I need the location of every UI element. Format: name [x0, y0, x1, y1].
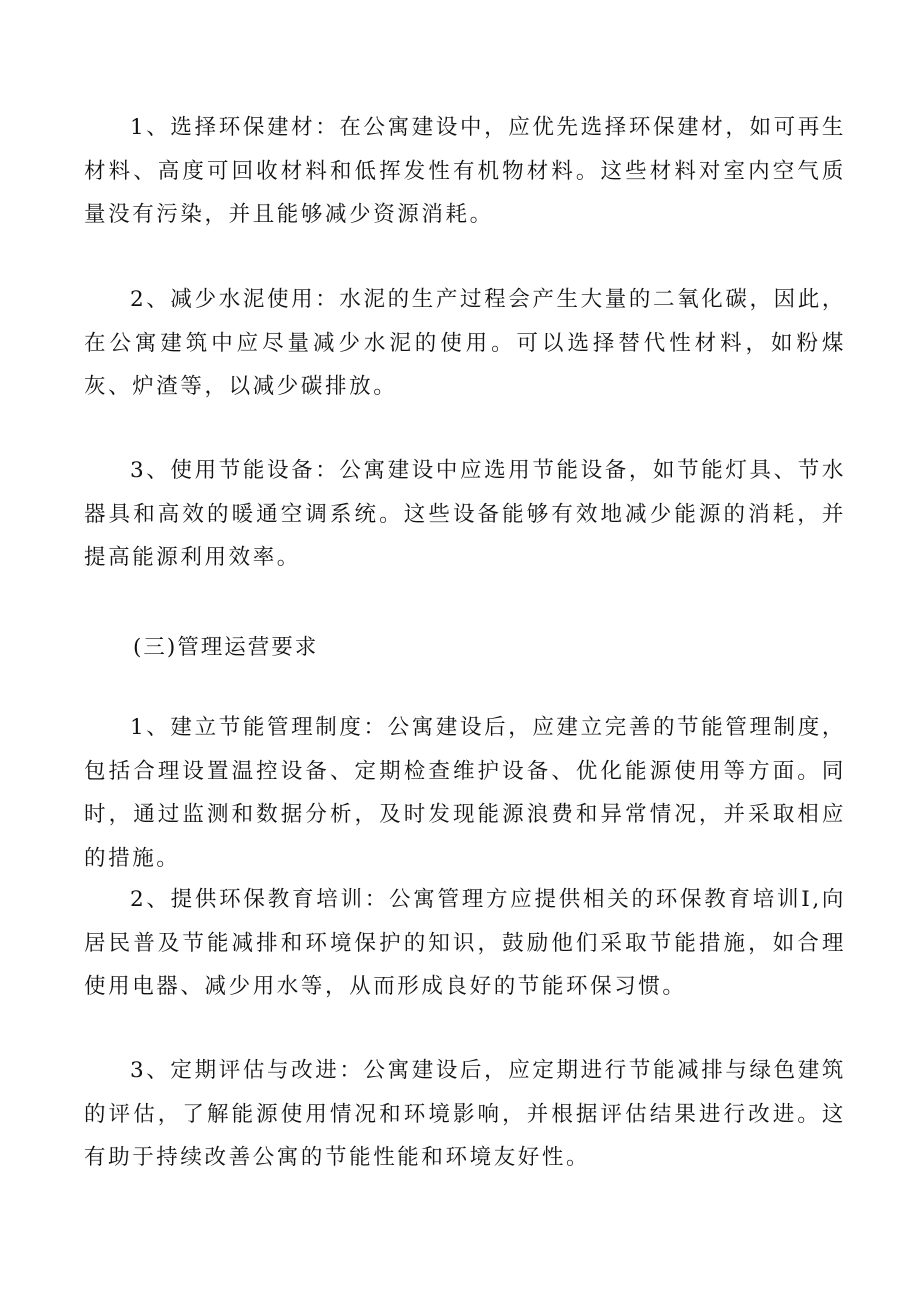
paragraph-reduce-cement: 2、减少水泥使用：水泥的生产过程会产生大量的二氧化碳，因此，在公寓建筑中应尽量减少水泥的使用。可以选择替代性材料，如粉煤灰、炉渣等，以减少碳排放。: [84, 287, 846, 399]
section-heading-management: (三)管理运营要求: [133, 635, 319, 660]
paragraph-energy-management-system: 1、建立节能管理制度：公寓建设后，应建立完善的节能管理制度，包括合理设置温控设备、定期检查维护设备、优化能源使用等方面。同时，通过监测和数据分析，及时发现能源浪费和异常情况，并采取相应的措施。: [84, 715, 846, 871]
paragraph-energy-equipment: 3、使用节能设备：公寓建设中应选用节能设备，如节能灯具、节水器具和高效的暖通空调系统。这些设备能够有效地减少能源的消耗，并提高能源利用效率。: [84, 458, 846, 570]
paragraph-eco-education: 2、提供环保教育培训：公寓管理方应提供相关的环保教育培训I,向居民普及节能减排和环境保护的知识，鼓励他们采取节能措施，如合理使用电器、减少用水等，从而形成良好的节能环保习惯。: [84, 887, 846, 999]
paragraph-evaluation-improvement: 3、定期评估与改进：公寓建设后，应定期进行节能减排与绿色建筑的评估，了解能源使用情况和环境影响，并根据评估结果进行改进。这有助于持续改善公寓的节能性能和环境友好性。: [84, 1058, 846, 1170]
paragraph-eco-materials: 1、选择环保建材：在公寓建设中，应优先选择环保建材，如可再生材料、高度可回收材料和低挥发性有机物材料。这些材料对室内空气质量没有污染，并且能够减少资源消耗。: [84, 115, 846, 227]
